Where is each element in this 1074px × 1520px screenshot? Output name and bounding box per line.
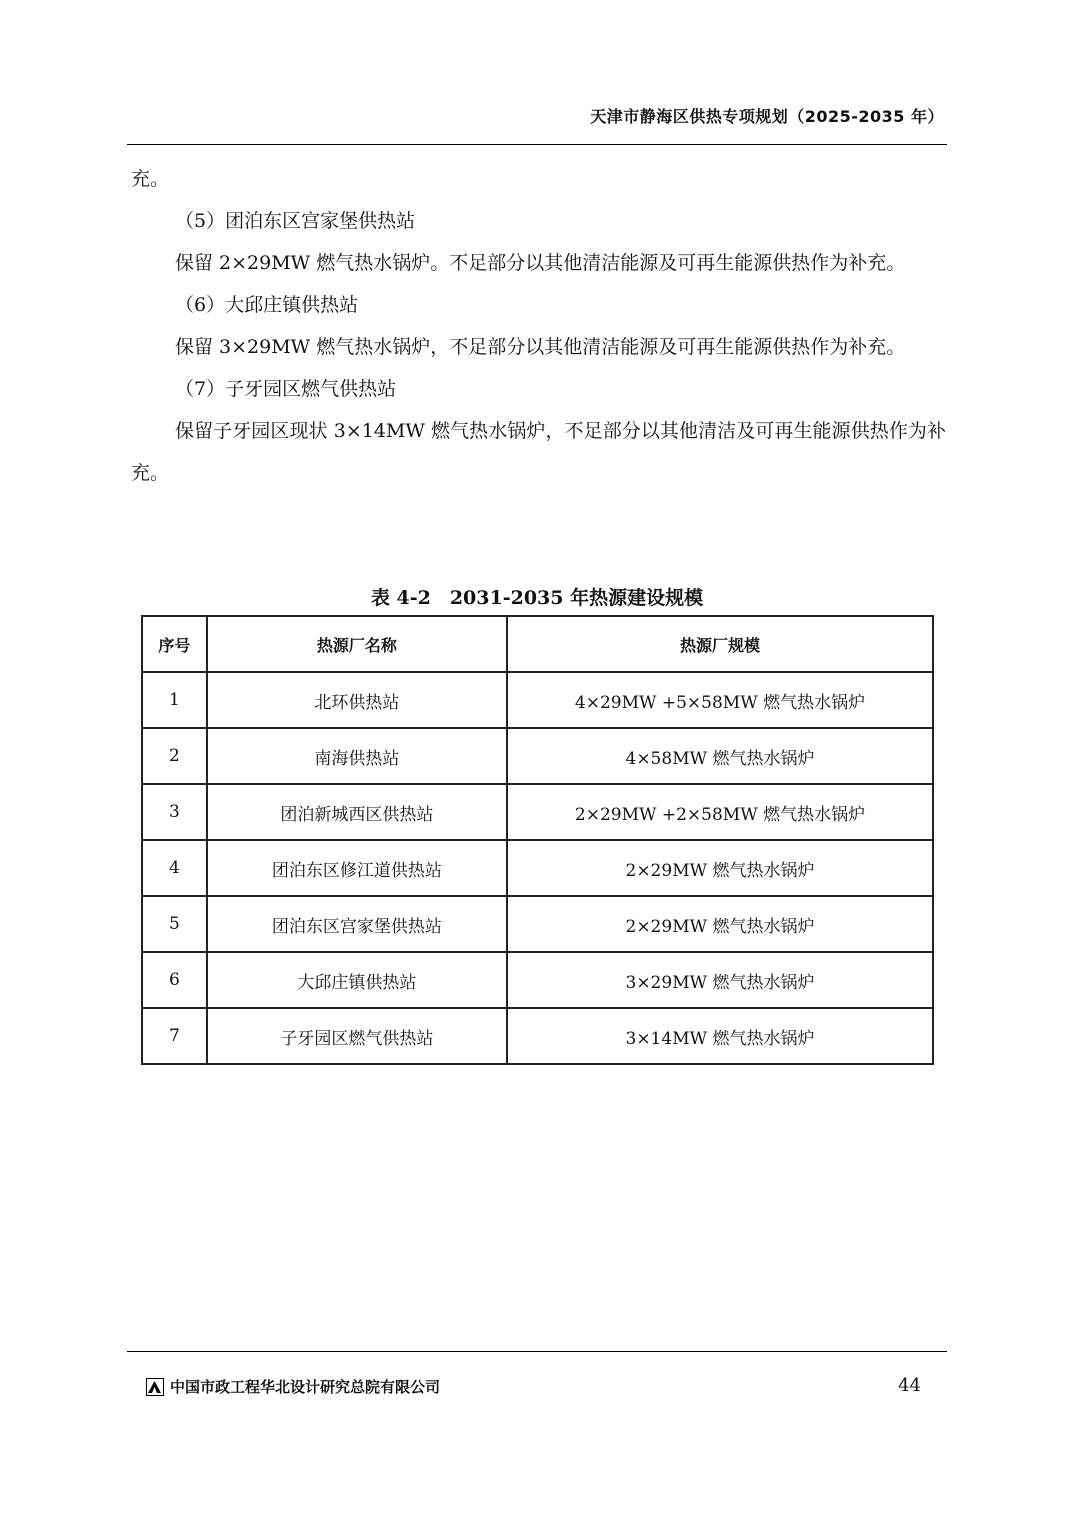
paragraph-5: 保留 2×29MW 燃气热水锅炉。不足部分以其他清洁能源及可再生能源供热作为补充。	[175, 252, 906, 274]
row-index: 6	[142, 952, 207, 1008]
table-row	[142, 896, 933, 952]
row-station-scale: 4×29MW +5×58MW 燃气热水锅炉	[507, 672, 933, 728]
table-row	[142, 840, 933, 896]
row-station-name: 子牙园区燃气供热站	[207, 1008, 507, 1064]
row-station-name: 团泊东区修江道供热站	[207, 840, 507, 896]
footer-company	[146, 1376, 440, 1397]
section-heading-5: （5）团泊东区宫家堡供热站	[175, 210, 416, 232]
heat-source-table	[141, 615, 934, 1065]
column-header-name: 热源厂名称	[207, 616, 507, 672]
row-station-name: 大邱庄镇供热站	[207, 952, 507, 1008]
footer-rule	[127, 1351, 947, 1352]
row-station-scale: 3×29MW 燃气热水锅炉	[507, 952, 933, 1008]
table-header-row	[142, 616, 933, 672]
company-logo-icon	[146, 1378, 164, 1396]
header-rule	[127, 144, 947, 145]
section-heading-7: （7）子牙园区燃气供热站	[175, 378, 397, 400]
row-index: 2	[142, 728, 207, 784]
table-row	[142, 952, 933, 1008]
column-header-index: 序号	[142, 616, 207, 672]
row-index: 4	[142, 840, 207, 896]
row-station-scale: 2×29MW 燃气热水锅炉	[507, 840, 933, 896]
paragraph-6: 保留 3×29MW 燃气热水锅炉，不足部分以其他清洁能源及可再生能源供热作为补充。	[175, 336, 906, 358]
paragraph-7: 保留子牙园区现状 3×14MW 燃气热水锅炉，不足部分以其他清洁及可再生能源供热作为补充。	[131, 420, 946, 484]
table-row	[142, 784, 933, 840]
row-index: 1	[142, 672, 207, 728]
company-name: 中国市政工程华北设计研究总院有限公司	[170, 1378, 441, 1396]
row-index: 5	[142, 896, 207, 952]
row-station-name: 南海供热站	[207, 728, 507, 784]
paragraph-continuation: 充。	[131, 168, 170, 190]
row-station-name: 团泊新城西区供热站	[207, 784, 507, 840]
row-station-scale: 2×29MW +2×58MW 燃气热水锅炉	[507, 784, 933, 840]
page-number: 44	[898, 1375, 921, 1396]
row-station-name: 北环供热站	[207, 672, 507, 728]
row-station-scale: 4×58MW 燃气热水锅炉	[507, 728, 933, 784]
table-row	[142, 1008, 933, 1064]
body-text	[131, 158, 946, 494]
row-index: 7	[142, 1008, 207, 1064]
row-station-name: 团泊东区宫家堡供热站	[207, 896, 507, 952]
row-station-scale: 3×14MW 燃气热水锅炉	[507, 1008, 933, 1064]
column-header-scale: 热源厂规模	[507, 616, 933, 672]
table-row	[142, 728, 933, 784]
row-index: 3	[142, 784, 207, 840]
section-heading-6: （6）大邱庄镇供热站	[175, 294, 359, 316]
running-header-title: 天津市静海区供热专项规划（2025-2035 年）	[590, 107, 944, 126]
row-station-scale: 2×29MW 燃气热水锅炉	[507, 896, 933, 952]
table-row	[142, 672, 933, 728]
table-caption: 表 4-2 2031-2035 年热源建设规模	[370, 587, 704, 609]
